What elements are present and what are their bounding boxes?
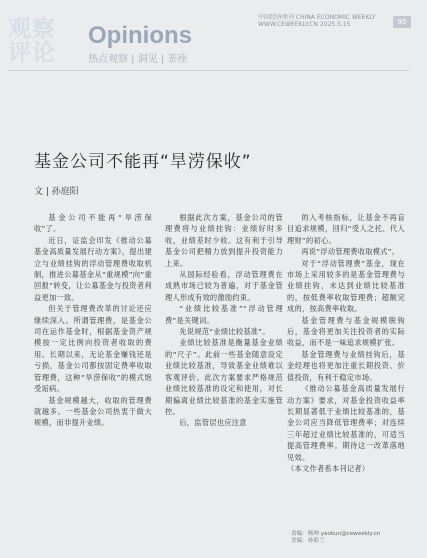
section-subtitle: 热点观察 | 洞见 | 茶座 xyxy=(88,54,188,65)
paragraph: 业绩比较基准是衡量基金业绩的“尺子”。此前一些基金随意设定业绩比较基准，导致基金业绩难以客观评价。此次方案要求严格规范业绩比较基准的设定和使用，对长期偏离业绩比较基准的基金实施管控。 xyxy=(165,338,283,416)
paragraph: 近日，证监会印发《推动公募基金高质量发展行动方案》，提出建立与业绩挂钩的浮动管理费收取机制，推进公募基金从“重规模”向“重回报”转变，让公募基金与投资者利益更加一致。 xyxy=(34,235,152,302)
paragraph: 对于“浮动管理费”基金，现在市场上采用较多的是基金管理费与业绩挂钩，未达到业绩比较基准的，按低费率收取管理费；超额完成的，按高费率收取。 xyxy=(287,258,405,314)
paragraph: 再说“浮动管理费收取模式”。 xyxy=(301,247,400,257)
publication-name: 中国经济周刊 CHINA ECONOMIC WEEKLY xyxy=(258,14,376,21)
logo-char: 评 xyxy=(8,40,32,66)
article-title: 基金公司不能再“旱涝保收” xyxy=(34,152,252,172)
paragraph: 基金管理费与基金规模脱钩后，基金将更加关注投资者的实际收益，而不是一味追求规模扩张。 xyxy=(287,315,405,348)
publication-info: WWW.CEWEEKLY.CN 2025.5.15 xyxy=(258,21,351,28)
article-column-3 xyxy=(287,212,405,528)
author-note: （本文作者系本刊记者） xyxy=(287,463,370,473)
designer-line: 美编：孙彩兰 xyxy=(291,538,325,544)
logo-char: 察 xyxy=(32,16,56,42)
logo-char: 观 xyxy=(8,16,32,42)
paragraph: 从国际经验看，浮动管理费在成熟市场已较为普遍，对于基金管理人形成有效的激励约束。 xyxy=(165,270,283,302)
paragraph: 根据此次方案，基金公司的管理费将与业绩挂钩：业绩好时多收，业绩差时少收。这有利于引导基金公司把精力放到提升投资能力上来。 xyxy=(165,213,283,268)
section-logo-chinese xyxy=(8,18,54,66)
paragraph: 的入考核指标，让基金不再盲目追求规模，回归“受人之托、代人理财”的初心。 xyxy=(287,213,405,245)
paragraph: 基金公司不能再“旱涝保收”了。 xyxy=(34,213,152,234)
header-divider xyxy=(8,70,409,71)
article-column-2 xyxy=(165,212,283,528)
editor-credits xyxy=(291,531,380,545)
article-byline: 文 | 孙庭阳 xyxy=(34,187,79,197)
paragraph: 基金管理费与业绩挂钩后，基金经理也将更加注重长期投资、价值投资，有利于稳定市场。 xyxy=(287,349,405,382)
page-number-badge: 95 xyxy=(393,16,411,28)
paragraph: 但关于管理费改革的讨论还应继续深入。所谓管理费，是基金公司在运作基金时，根据基金资产规模按一定比例向投资者收取的费用。长期以来，无论基金赚钱还是亏损，基金公司都按固定费率收取管理费，这种“旱涝保收”的模式饱受诟病。 xyxy=(34,304,152,394)
logo-char: 论 xyxy=(32,40,56,66)
paragraph: 先说规范“业绩比较基准”。 xyxy=(179,327,270,337)
paragraph: 基金规模越大，收取的管理费就越多。一些基金公司热衷于做大规模，而非提升业绩。 xyxy=(34,395,152,428)
article-column-1 xyxy=(34,212,152,528)
editor-line: 责编：杨坤 yaokun@ceweekly.cn xyxy=(291,531,381,537)
section-title-english: Opinions xyxy=(88,22,192,49)
paragraph: 后，监管层也应注意 xyxy=(179,418,247,428)
paragraph: 《推动公募基金高质量发展行动方案》要求，对基金投资收益率长期显著低于业绩比较基准的，基金公司应当降低管理费率；对连续三年超过业绩比较基准的，可适当提高管理费率。期待这一改革落地见效。 xyxy=(287,384,405,462)
paragraph: “业绩比较基准”“浮动管理费”是关键词。 xyxy=(165,304,283,325)
